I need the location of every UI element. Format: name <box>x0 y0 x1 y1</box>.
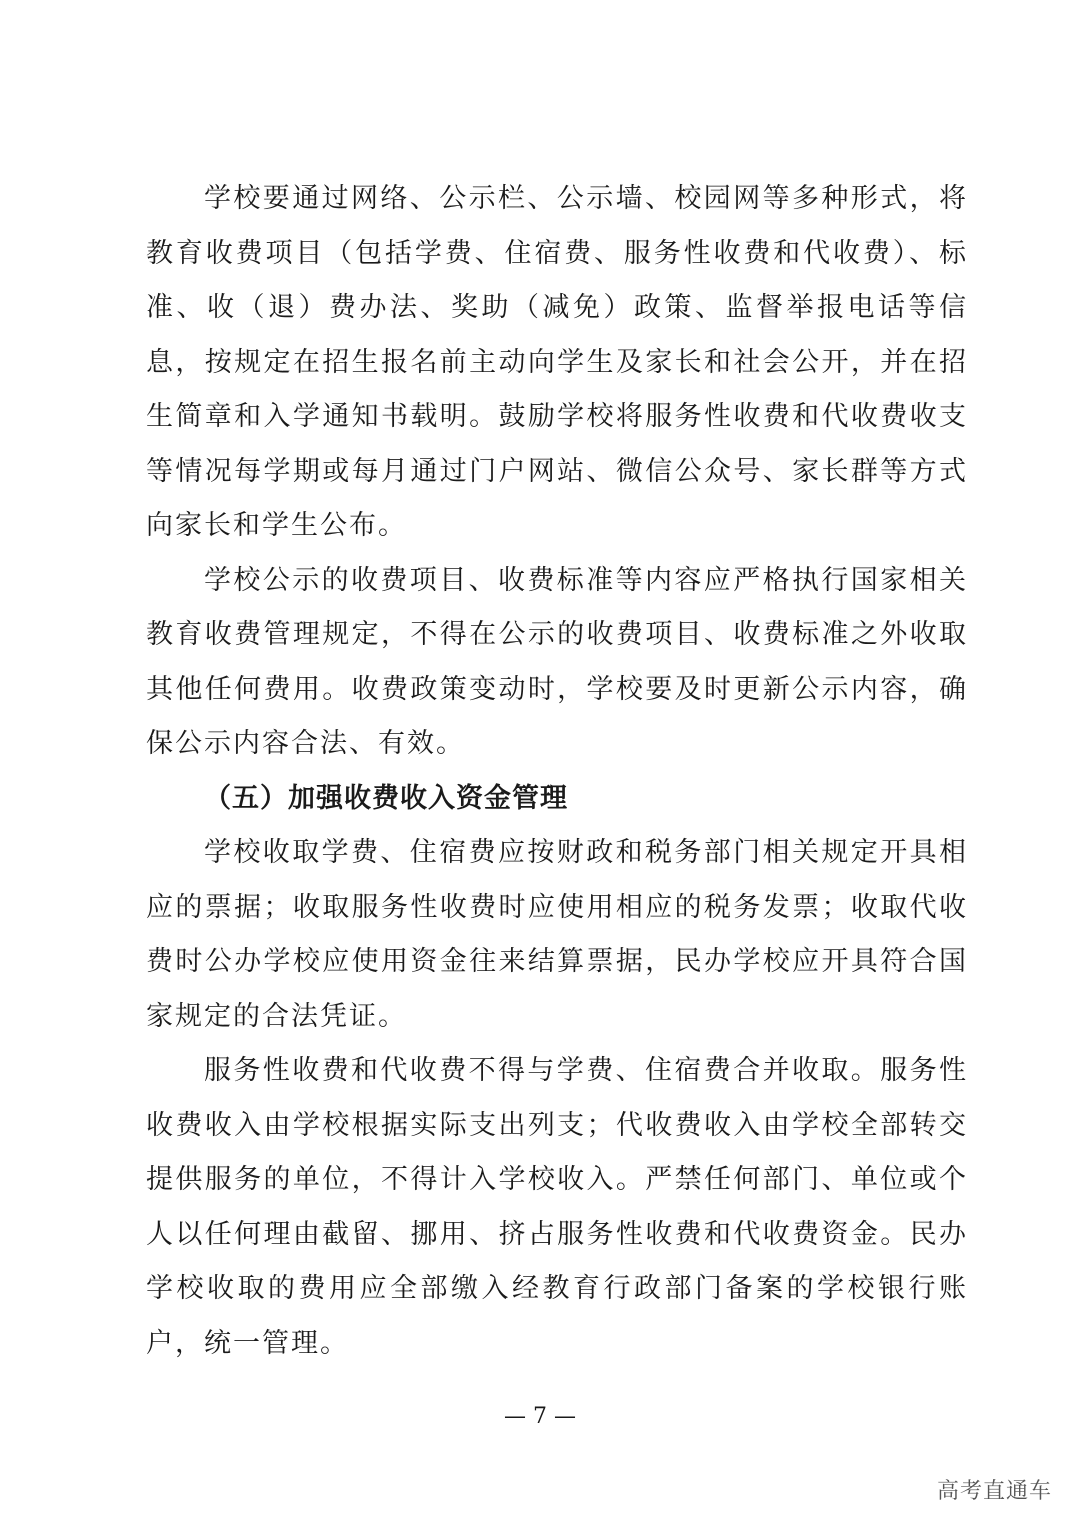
paragraph-fee-standards: 学校公示的收费项目、收费标准等内容应严格执行国家相关教育收费管理规定，不得在公示的收费项目、收费标准之外收取其他任何费用。收费政策变动时，学校要及时更新公示内容，确保公示内容合法、有效。 <box>146 564 968 759</box>
document-body <box>146 172 968 1371</box>
watermark: 高考直通车 <box>936 1479 1052 1504</box>
section-heading: （五）加强收费收入资金管理 <box>204 782 568 814</box>
page-number: — 7 — <box>504 1404 576 1429</box>
paragraph-fund-management: 服务性收费和代收费不得与学费、住宿费合并收取。服务性收费收入由学校根据实际支出列支；代收费收入由学校全部转交提供服务的单位，不得计入学校收入。严禁任何部门、单位或个人以任何理由截留、挪用、挤占服务性收费和代收费资金。民办学校收取的费用应全部缴入经教育行政部门备案的学校银行账户，统一管理。 <box>146 1055 968 1359</box>
paragraph-receipts: 学校收取学费、住宿费应按财政和税务部门相关规定开具相应的票据；收取服务性收费时应使用相应的税务发票；收取代收费时公办学校应使用资金往来结算票据，民办学校应开具符合国家规定的合法凭证。 <box>146 837 968 1032</box>
paragraph-fee-disclosure: 学校要通过网络、公示栏、公示墙、校园网等多种形式，将教育收费项目（包括学费、住宿费、服务性收费和代收费）、标准、收（退）费办法、奖助（减免）政策、监督举报电话等信息，按规定在招生报名前主动向学生及家长和社会公开，并在招生简章和入学通知书载明。鼓励学校将服务性收费和代收费收支等情况每学期或每月通过门户网站、微信公众号、家长群等方式向家长和学生公布。 <box>146 183 968 541</box>
